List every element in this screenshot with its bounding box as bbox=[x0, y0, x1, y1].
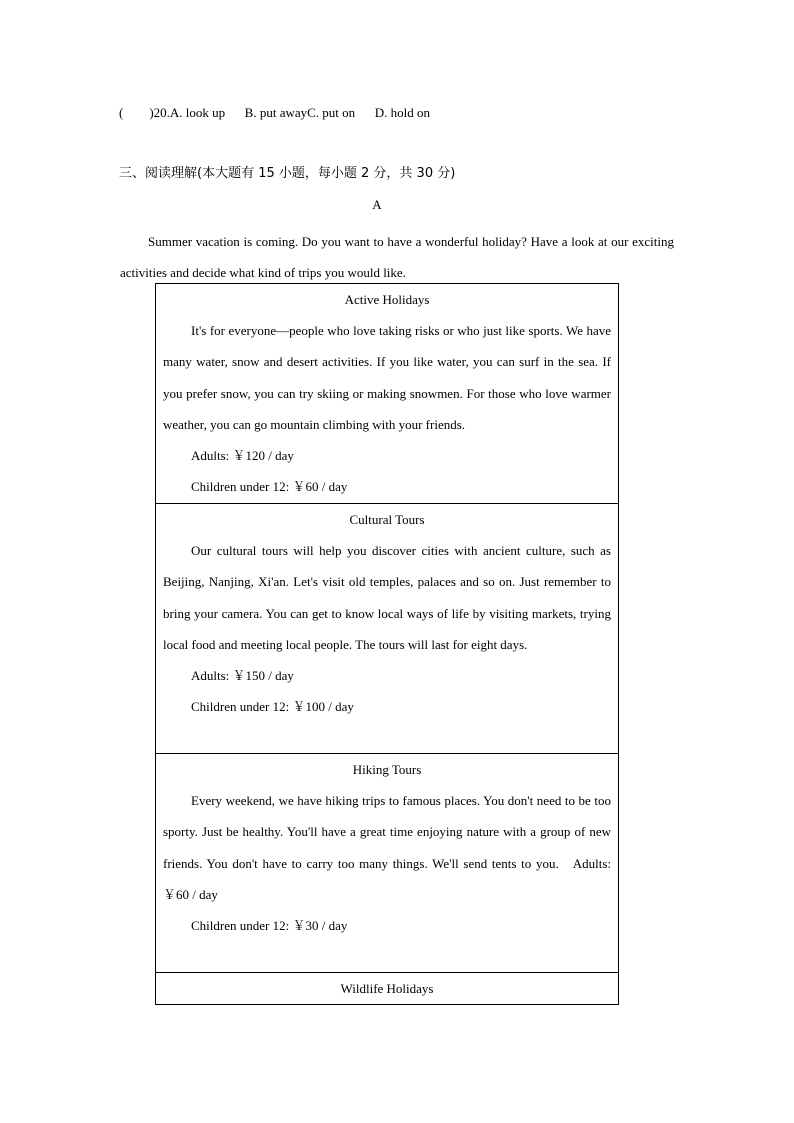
adult-price: Adults: ￥120 / day bbox=[191, 448, 294, 464]
question-number: ( )20. bbox=[119, 105, 170, 120]
card-wildlife-holidays bbox=[156, 973, 618, 1005]
activities-table bbox=[155, 283, 619, 1005]
adult-price: Adults: ￥150 / day bbox=[191, 668, 294, 684]
question-20 bbox=[119, 104, 639, 122]
adult-price: Adults: ￥60 / day bbox=[163, 855, 611, 902]
card-body-text: Every weekend, we have hiking trips to famous places. You don't need to be too sporty. Just be healthy. You'll have a great time enjoying nature with a group of new friends. You don't have to carry too many things. We'll send tents to you. bbox=[163, 793, 611, 871]
card-active-holidays bbox=[156, 284, 618, 504]
card-body: It's for everyone—people who love taking risks or who just like sports. We have many water, snow and desert activities. If you like water, you can surf in the sea. If you prefer snow, you can try skiing or making snowmen. For those who love warmer weather, you can go mountain climbing with your friends. bbox=[163, 323, 611, 432]
child-price: Children under 12: ￥60 / day bbox=[191, 479, 348, 495]
card-title: Hiking Tours bbox=[352, 762, 422, 777]
card-body: Our cultural tours will help you discover cities with ancient culture, such as Beijing, Nanjing, Xi'an. Let's visit old temples, palaces and so on. Just remember to bring your camera. You can get to know local ways of life by visiting markets, trying local food and meeting local people. The tours will last for eight days. bbox=[163, 543, 611, 652]
section-title: 三、阅读理解(本大题有 15 小题，每小题 2 分，共 30 分) bbox=[119, 166, 456, 181]
child-price: Children under 12: ￥100 / day bbox=[191, 699, 354, 715]
card-title: Cultural Tours bbox=[349, 512, 425, 527]
option-a: A. look up bbox=[169, 105, 226, 120]
card-title: Wildlife Holidays bbox=[340, 981, 434, 996]
child-price: Children under 12: ￥30 / day bbox=[191, 918, 348, 934]
option-b: B. put away bbox=[244, 105, 308, 120]
passage-intro: Summer vacation is coming. Do you want to have a wonderful holiday? Have a look at our exciting activities and decide what kind of trips you would like. bbox=[120, 234, 674, 280]
card-body bbox=[163, 785, 611, 910]
card-hiking-tours bbox=[156, 754, 618, 973]
card-cultural-tours bbox=[156, 504, 618, 754]
option-d: D. hold on bbox=[374, 105, 430, 120]
card-title: Active Holidays bbox=[344, 292, 430, 307]
passage-letter: A bbox=[372, 197, 382, 212]
option-c: C. put on bbox=[307, 105, 356, 120]
